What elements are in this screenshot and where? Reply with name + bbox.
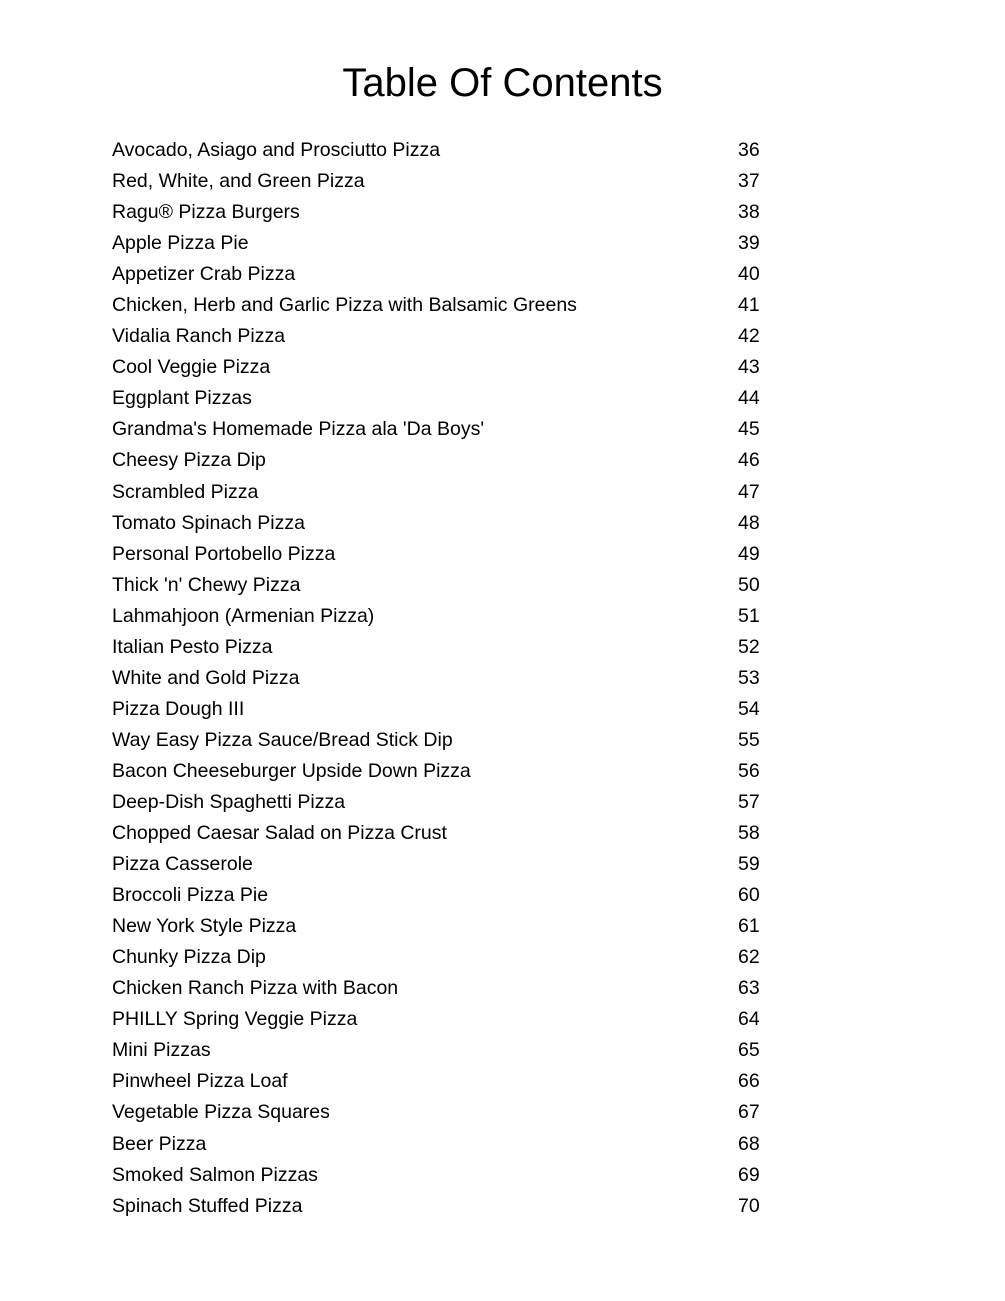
- toc-entry-title: Mini Pizzas: [112, 1039, 211, 1062]
- toc-entry[interactable]: [112, 1005, 772, 1036]
- toc-entry-title: Scrambled Pizza: [112, 480, 259, 503]
- toc-entry-page: 45: [738, 418, 760, 441]
- toc-entry[interactable]: [112, 1036, 772, 1067]
- toc-entry-page: 56: [738, 759, 760, 782]
- toc-list: [112, 136, 772, 1223]
- toc-entry-title: Vegetable Pizza Squares: [112, 1101, 330, 1124]
- toc-entry-page: 46: [738, 449, 760, 472]
- toc-entry[interactable]: [112, 260, 772, 291]
- toc-entry-page: 65: [738, 1039, 760, 1062]
- toc-entry-title: Chunky Pizza Dip: [112, 946, 266, 969]
- toc-entry-title: Grandma's Homemade Pizza ala 'Da Boys': [112, 418, 485, 441]
- toc-entry-title: New York Style Pizza: [112, 915, 297, 938]
- toc-entry-title: PHILLY Spring Veggie Pizza: [112, 1008, 358, 1031]
- toc-entry[interactable]: [112, 384, 772, 415]
- toc-entry-title: Red, White, and Green Pizza: [112, 170, 365, 193]
- toc-entry-page: 68: [738, 1132, 760, 1155]
- toc-entry[interactable]: [112, 633, 772, 664]
- toc-entry[interactable]: [112, 198, 772, 229]
- toc-entry-title: Pinwheel Pizza Loaf: [112, 1070, 288, 1093]
- toc-entry[interactable]: [112, 788, 772, 819]
- toc-entry-page: 53: [738, 666, 760, 689]
- toc-entry[interactable]: [112, 353, 772, 384]
- toc-entry-title: Beer Pizza: [112, 1132, 207, 1155]
- toc-entry-title: Ragu® Pizza Burgers: [112, 201, 300, 224]
- toc-entry-title: White and Gold Pizza: [112, 666, 300, 689]
- toc-entry-page: 57: [738, 790, 760, 813]
- toc-entry-page: 55: [738, 728, 760, 751]
- toc-entry[interactable]: [112, 415, 772, 446]
- toc-entry-page: 61: [738, 915, 760, 938]
- toc-entry[interactable]: [112, 726, 772, 757]
- toc-entry[interactable]: [112, 136, 772, 167]
- toc-entry-title: Chopped Caesar Salad on Pizza Crust: [112, 822, 447, 845]
- toc-entry[interactable]: [112, 291, 772, 322]
- toc-entry-page: 70: [738, 1194, 760, 1217]
- toc-entry-title: Way Easy Pizza Sauce/Bread Stick Dip: [112, 728, 453, 751]
- toc-entry[interactable]: [112, 322, 772, 353]
- toc-entry-page: 52: [738, 635, 760, 658]
- toc-entry-title: Italian Pesto Pizza: [112, 635, 273, 658]
- toc-entry-page: 38: [738, 201, 760, 224]
- toc-entry-title: Deep-Dish Spaghetti Pizza: [112, 790, 346, 813]
- toc-entry-title: Eggplant Pizzas: [112, 387, 252, 410]
- toc-entry-page: 47: [738, 480, 760, 503]
- toc-entry[interactable]: [112, 819, 772, 850]
- toc-entry-page: 54: [738, 697, 760, 720]
- toc-entry-page: 63: [738, 977, 760, 1000]
- toc-entry[interactable]: [112, 912, 772, 943]
- toc-entry-page: 66: [738, 1070, 760, 1093]
- toc-entry-page: 41: [738, 294, 760, 317]
- toc-entry-title: Tomato Spinach Pizza: [112, 511, 305, 534]
- toc-entry-title: Thick 'n' Chewy Pizza: [112, 573, 301, 596]
- toc-entry[interactable]: [112, 695, 772, 726]
- toc-entry-title: Personal Portobello Pizza: [112, 542, 336, 565]
- toc-entry-title: Broccoli Pizza Pie: [112, 884, 269, 907]
- toc-entry-title: Lahmahjoon (Armenian Pizza): [112, 604, 375, 627]
- toc-entry-title: Avocado, Asiago and Prosciutto Pizza: [112, 139, 441, 161]
- toc-entry-page: 39: [738, 232, 760, 255]
- toc-entry-page: 40: [738, 263, 760, 286]
- toc-entry[interactable]: [112, 571, 772, 602]
- toc-entry-page: 48: [738, 511, 760, 534]
- toc-entry-title: Apple Pizza Pie: [112, 232, 249, 255]
- page-title: Table Of Contents: [342, 61, 663, 105]
- toc-entry-page: 42: [738, 325, 760, 348]
- toc-entry-title: Appetizer Crab Pizza: [112, 263, 296, 286]
- toc-entry-title: Chicken Ranch Pizza with Bacon: [112, 977, 399, 1000]
- toc-entry[interactable]: [112, 757, 772, 788]
- toc-entry-title: Chicken, Herb and Garlic Pizza with Balsamic Greens: [112, 294, 577, 317]
- toc-entry[interactable]: [112, 540, 772, 571]
- toc-entry[interactable]: [112, 478, 772, 509]
- toc-entry[interactable]: [112, 943, 772, 974]
- toc-entry-title: Bacon Cheeseburger Upside Down Pizza: [112, 759, 471, 782]
- toc-entry-page: 36: [738, 139, 760, 161]
- toc-entry[interactable]: [112, 229, 772, 260]
- toc-entry[interactable]: [112, 881, 772, 912]
- toc-entry-title: Spinach Stuffed Pizza: [112, 1194, 303, 1217]
- toc-entry-page: 69: [738, 1163, 760, 1186]
- toc-entry-title: Pizza Dough III: [112, 697, 245, 720]
- toc-entry-page: 37: [738, 170, 760, 193]
- toc-entry-page: 44: [738, 387, 760, 410]
- toc-entry[interactable]: [112, 1130, 772, 1161]
- toc-entry-page: 51: [738, 604, 760, 627]
- toc-entry[interactable]: [112, 1098, 772, 1129]
- toc-entry[interactable]: [112, 1161, 772, 1192]
- toc-entry[interactable]: [112, 974, 772, 1005]
- toc-entry[interactable]: [112, 850, 772, 881]
- toc-entry[interactable]: [112, 1067, 772, 1098]
- toc-entry-page: 62: [738, 946, 760, 969]
- toc-entry-page: 43: [738, 356, 760, 379]
- toc-entry-title: Smoked Salmon Pizzas: [112, 1163, 318, 1186]
- toc-entry-page: 60: [738, 884, 760, 907]
- toc-entry-title: Cheesy Pizza Dip: [112, 449, 266, 472]
- toc-entry-page: 59: [738, 853, 760, 876]
- toc-entry-title: Vidalia Ranch Pizza: [112, 325, 286, 348]
- toc-entry[interactable]: [112, 446, 772, 477]
- toc-entry-page: 49: [738, 542, 760, 565]
- toc-entry[interactable]: [112, 167, 772, 198]
- toc-entry[interactable]: [112, 602, 772, 633]
- toc-entry-page: 58: [738, 822, 760, 845]
- toc-entry-page: 67: [738, 1101, 760, 1124]
- toc-entry[interactable]: [112, 509, 772, 540]
- toc-entry-page: 50: [738, 573, 760, 596]
- toc-entry[interactable]: [112, 664, 772, 695]
- toc-entry-title: Cool Veggie Pizza: [112, 356, 271, 379]
- toc-entry[interactable]: [112, 1192, 772, 1223]
- toc-entry-title: Pizza Casserole: [112, 853, 253, 876]
- toc-entry-page: 64: [738, 1008, 760, 1031]
